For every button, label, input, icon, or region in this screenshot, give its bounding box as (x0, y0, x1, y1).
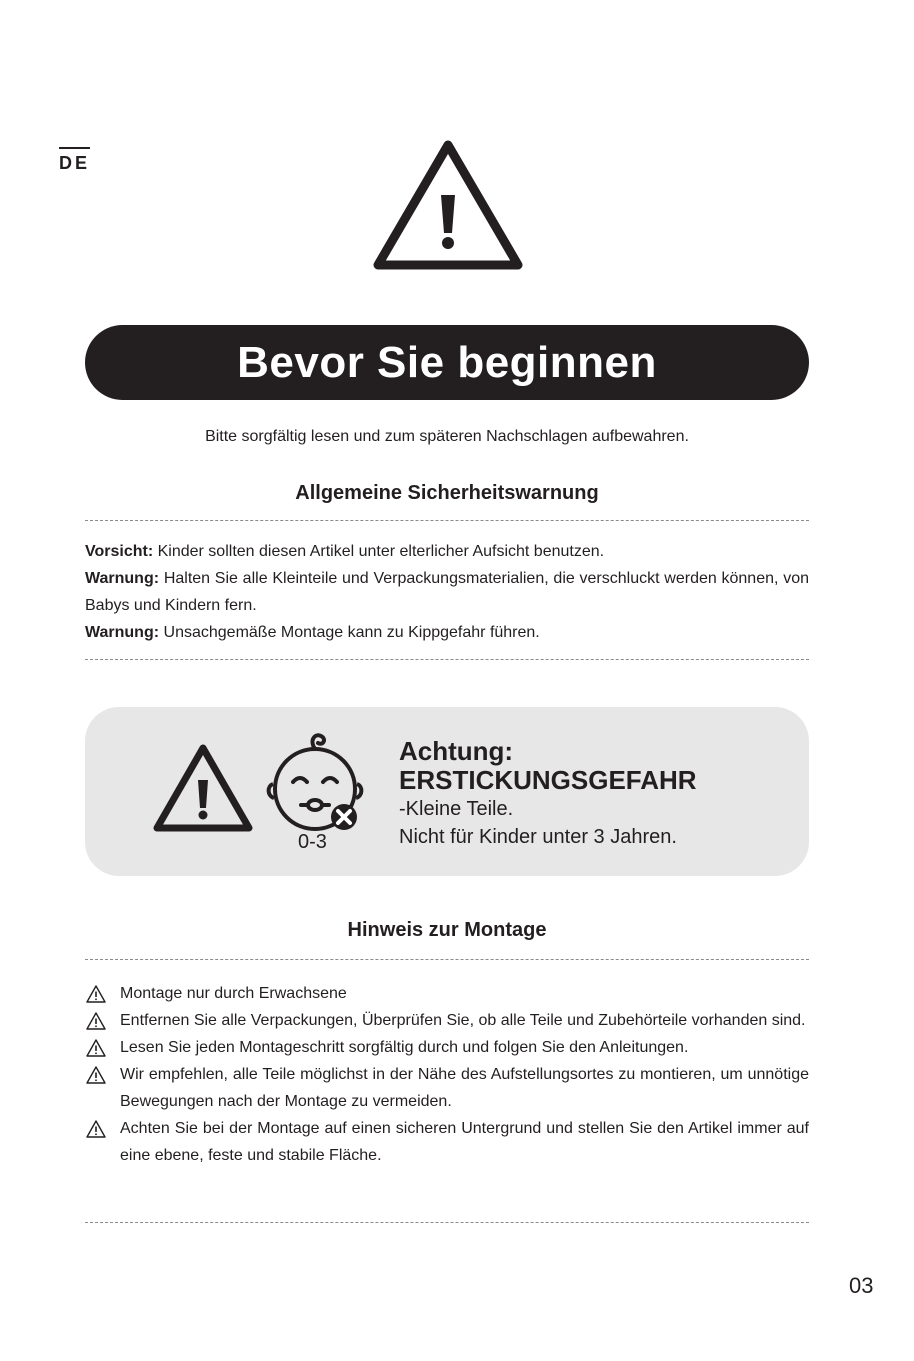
page-title: Bevor Sie beginnen (237, 337, 657, 387)
safety-heading: Allgemeine Sicherheitswarnung (295, 482, 599, 504)
assembly-heading: Hinweis zur Montage (347, 919, 547, 941)
warning-small-icon (85, 1065, 107, 1085)
baby-face-icon (265, 732, 375, 837)
list-item (85, 1007, 809, 1034)
list-item-text: Lesen Sie jeden Montageschritt sorgfältig durch und folgen Sie den Anleitungen. (120, 1039, 689, 1056)
warning-label: Vorsicht: (85, 543, 154, 560)
choking-text (399, 737, 697, 851)
assembly-list (85, 980, 809, 1169)
choking-line-1: -Kleine Teile. (399, 798, 514, 820)
warning-triangle-icon (152, 742, 254, 834)
warning-text: Unsachgemäße Montage kann zu Kippgefahr führen. (163, 624, 540, 641)
divider (85, 520, 809, 521)
warning-line (85, 538, 809, 565)
list-item-text: Achten Sie bei der Montage auf einen sicheren Untergrund und stellen Sie den Artikel immer auf eine ebene, feste und stabile Fläche. (120, 1120, 809, 1164)
age-label: 0-3 (298, 831, 327, 853)
divider (85, 1222, 809, 1223)
safety-warnings (85, 538, 809, 646)
warning-small-icon (85, 1038, 107, 1058)
list-item-text: Wir empfehlen, alle Teile möglichst in der Nähe des Aufstellungsortes zu montieren, um unnötige Bewegungen nach der Montage zu vermeiden. (120, 1066, 809, 1110)
title-banner (85, 325, 809, 400)
list-item-text: Entfernen Sie alle Verpackungen, Überprüfen Sie, ob alle Teile und Zubehörteile vorhanden sind. (120, 1012, 806, 1029)
warning-line (85, 619, 809, 646)
warning-small-icon (85, 1011, 107, 1031)
warning-text: Halten Sie alle Kleinteile und Verpackungsmaterialien, die verschluckt werden können, von Babys und Kindern fern. (85, 570, 809, 614)
page-number: 03 (849, 1273, 874, 1298)
choking-heading-1: Achtung: (399, 736, 514, 766)
choking-hazard-box (85, 707, 809, 876)
warning-text: Kinder sollten diesen Artikel unter elterlicher Aufsicht benutzen. (157, 543, 605, 560)
warning-label: Warnung: (85, 624, 160, 641)
language-tag: DE (59, 147, 90, 173)
warning-triangle-icon (372, 137, 524, 271)
list-item (85, 1115, 809, 1169)
list-item (85, 980, 809, 1007)
divider (85, 959, 809, 960)
warning-label: Warnung: (85, 570, 160, 587)
warning-small-icon (85, 1119, 107, 1139)
intro-text: Bitte sorgfältig lesen und zum späteren Nachschlagen aufbewahren. (205, 428, 689, 445)
list-item (85, 1034, 809, 1061)
choking-heading-2: ERSTICKUNGSGEFAHR (399, 765, 697, 795)
divider (85, 659, 809, 660)
warning-line (85, 565, 809, 619)
list-item (85, 1061, 809, 1115)
choking-line-2: Nicht für Kinder unter 3 Jahren. (399, 826, 677, 848)
list-item-text: Montage nur durch Erwachsene (120, 985, 347, 1002)
warning-small-icon (85, 984, 107, 1004)
